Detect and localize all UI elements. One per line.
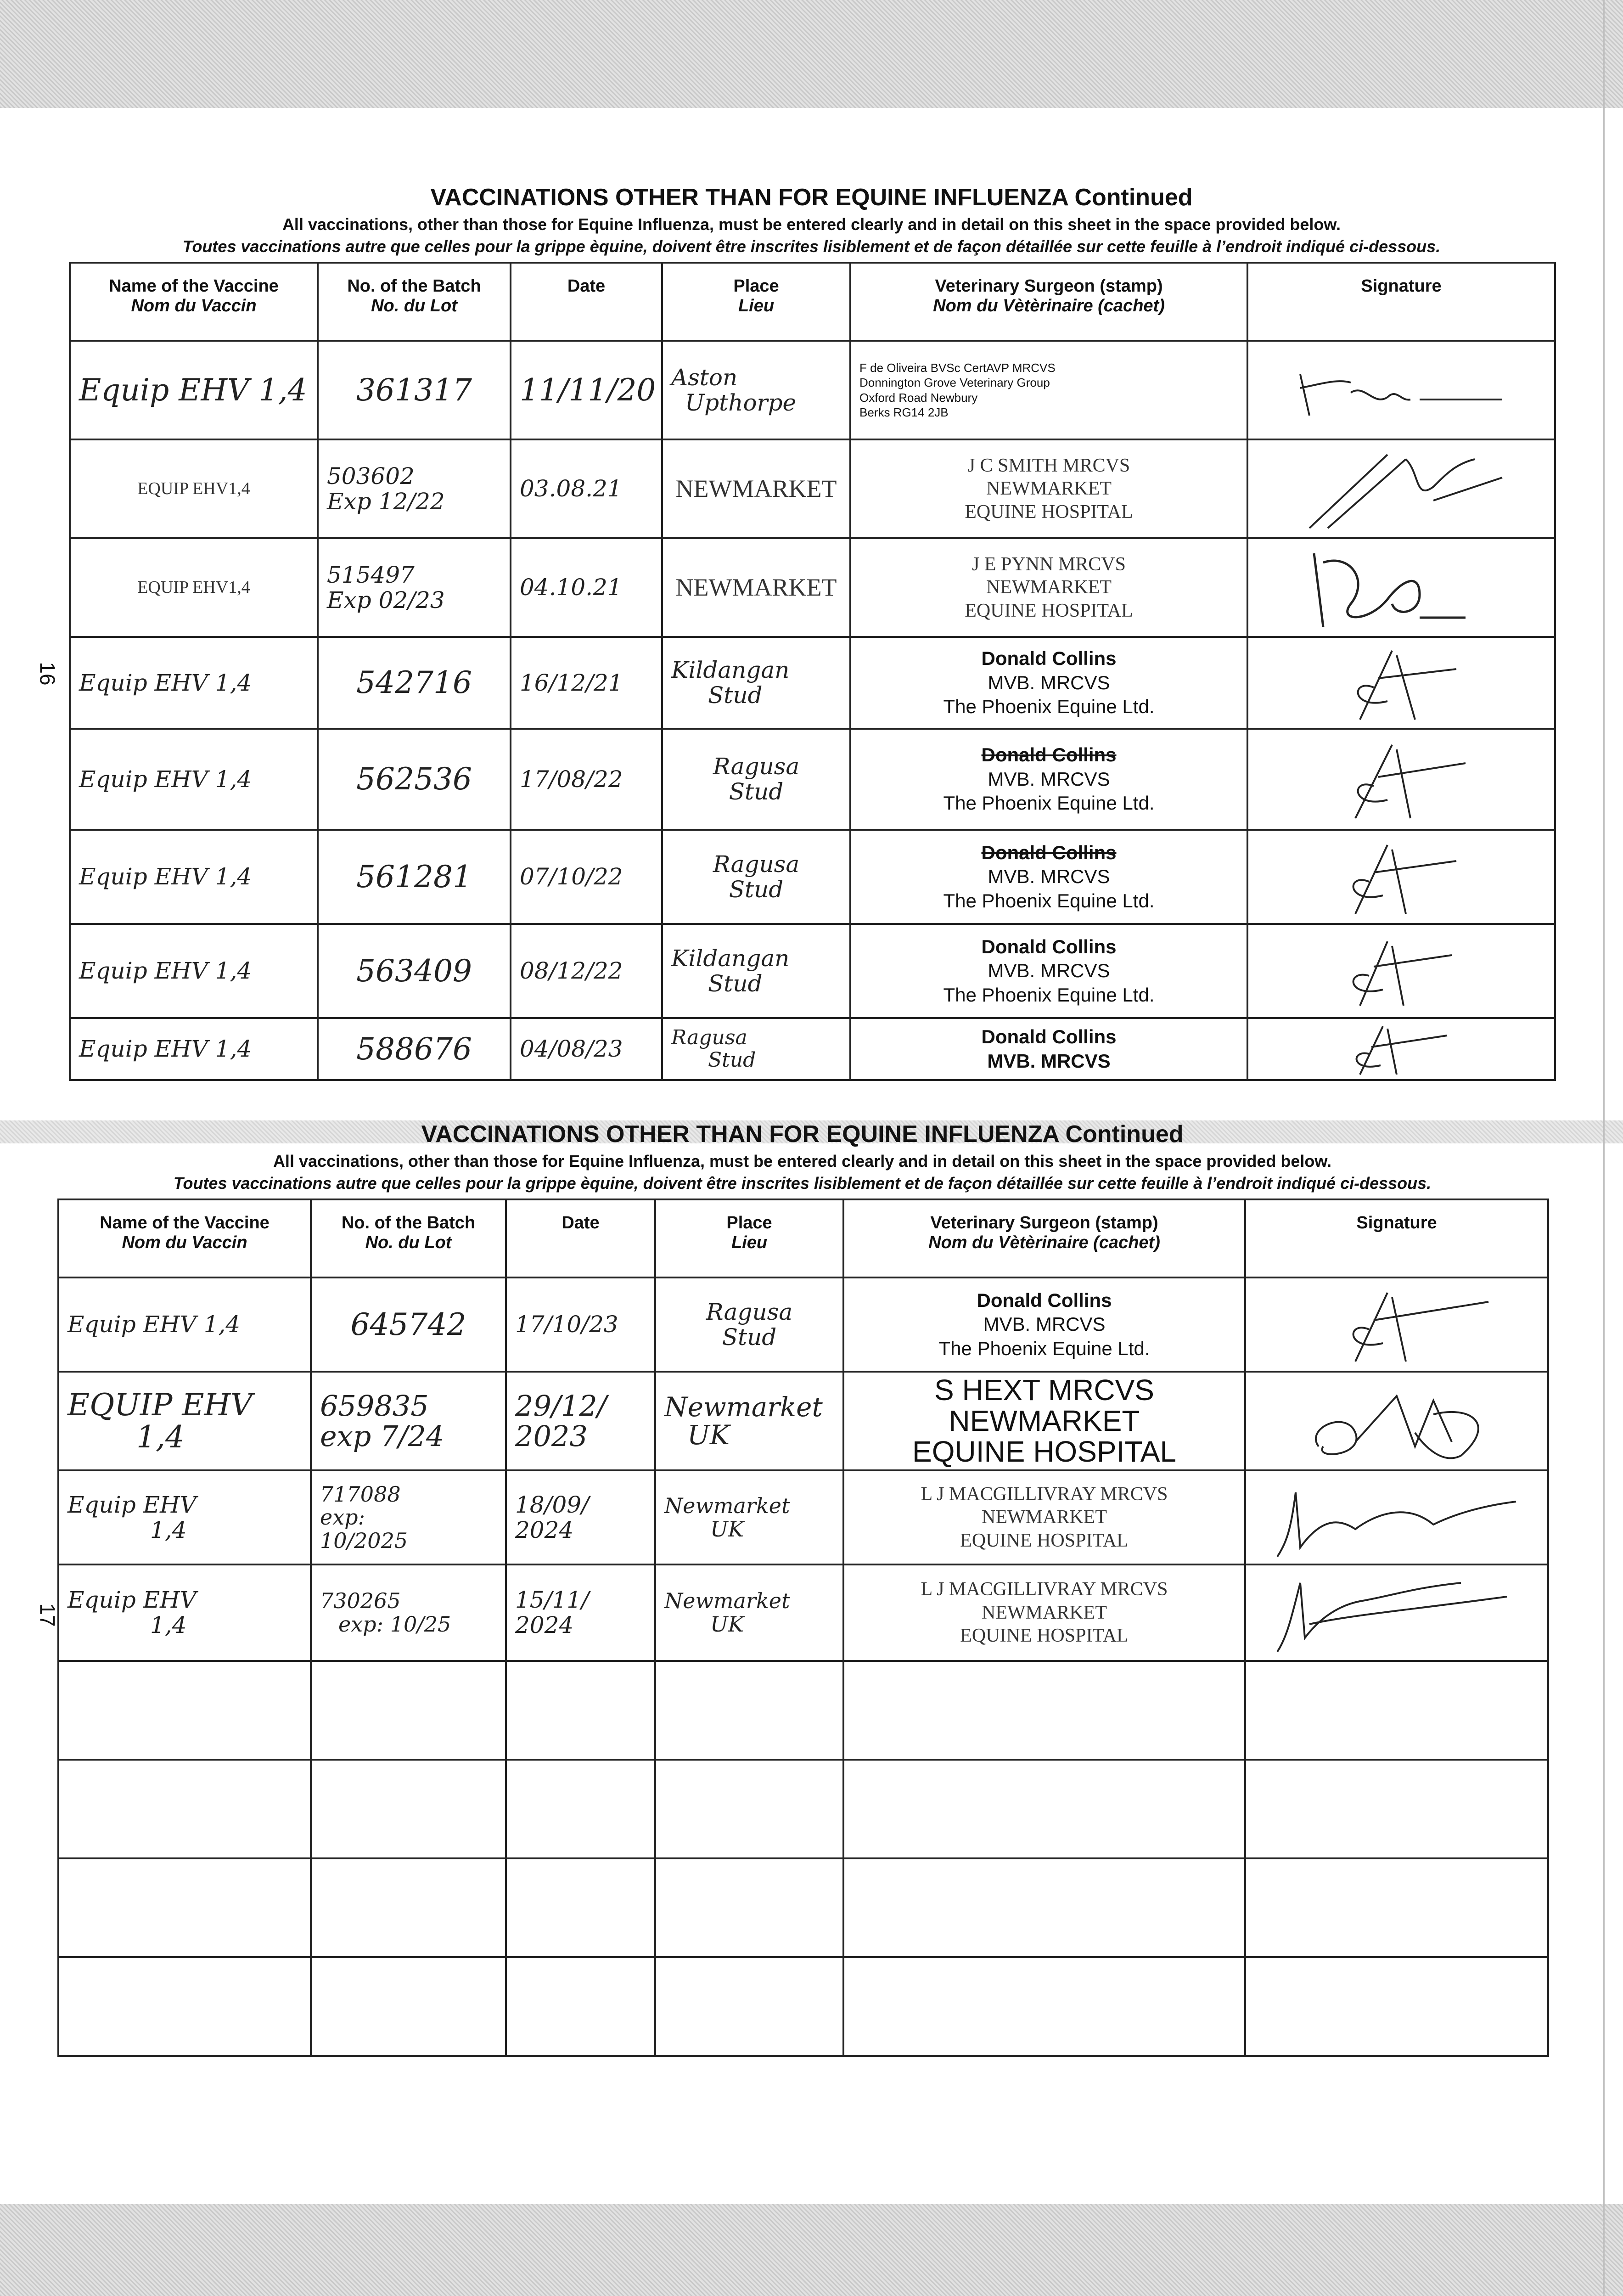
- table-row-empty: [58, 1858, 1548, 1957]
- vaccine-name: EQUIP EHV1,4: [70, 439, 318, 538]
- vaccination-table-lower: [57, 1199, 1549, 2057]
- vet-stamp: Donald Collins MVB. MRCVS The Phoenix Equine Ltd.: [850, 830, 1247, 924]
- table-row: [58, 1470, 1548, 1564]
- sheet-instructions-en: All vaccinations, other than those for Equine Influenza, must be entered clearly and in detail on this sheet in the space provided below.: [282, 215, 1341, 234]
- vaccine-name: Equip EHV 1,4: [70, 341, 318, 439]
- page-number-17: 17: [35, 1603, 60, 1627]
- vaccination-sheet-lower: [57, 1120, 1547, 2057]
- vaccination-sheet-upper: [69, 184, 1554, 1081]
- vaccine-name: Equip EHV 1,4: [70, 729, 318, 830]
- batch-number: 563409: [318, 924, 511, 1018]
- header-vet: Veterinary Surgeon (stamp) Nom du Vètèrinaire (cachet): [850, 263, 1247, 341]
- vaccine-name: Equip EHV 1,4: [70, 1018, 318, 1080]
- batch-number: 542716: [318, 637, 511, 729]
- sheet-instructions-fr: Toutes vaccinations autre que celles pour la grippe èquine, doivent être inscrites lisiblement et de façon détaillée sur cette feuille à l’endroit indiqué ci-dessous.: [173, 1174, 1432, 1193]
- vaccine-name: Equip EHV 1,4: [58, 1277, 311, 1372]
- header-signature: Signature: [1247, 263, 1555, 341]
- signature-cell: [1247, 830, 1555, 924]
- vet-stamp: Donald Collins MVB. MRCVS: [850, 1018, 1247, 1080]
- batch-number: 503602 Exp 12/22: [318, 439, 511, 538]
- vaccination-date: 29/12/ 2023: [506, 1372, 655, 1470]
- batch-number: 562536: [318, 729, 511, 830]
- vet-stamp: Donald Collins MVB. MRCVS The Phoenix Equine Ltd.: [850, 924, 1247, 1018]
- vaccine-name: Equip EHV 1,4: [58, 1564, 311, 1661]
- table-row: [58, 1372, 1548, 1470]
- vaccination-date: 18/09/ 2024: [506, 1470, 655, 1564]
- table-row: [58, 1564, 1548, 1661]
- header-vet: Veterinary Surgeon (stamp) Nom du Vètèrinaire (cachet): [843, 1199, 1245, 1277]
- table-row-empty: [58, 1661, 1548, 1760]
- handwritten-signature: [1282, 642, 1521, 724]
- table-row: [70, 729, 1555, 830]
- batch-number: 561281: [318, 830, 511, 924]
- vaccination-date: 03.08.21: [511, 439, 662, 538]
- vaccine-name: Equip EHV 1,4: [70, 637, 318, 729]
- vaccination-date: 04.10.21: [511, 538, 662, 637]
- batch-number: 717088 exp: 10/2025: [311, 1470, 506, 1564]
- sheet-instructions-en: All vaccinations, other than those for Equine Influenza, must be entered clearly and in detail on this sheet in the space provided below.: [273, 1152, 1332, 1171]
- header-vaccine: Name of the Vaccine Nom du Vaccin: [70, 263, 318, 341]
- signature-cell: [1245, 1564, 1548, 1661]
- signature-cell: [1245, 1372, 1548, 1470]
- batch-number: 730265 exp: 10/25: [311, 1564, 506, 1661]
- signature-cell: [1247, 637, 1555, 729]
- vaccination-place: Kildangan Stud: [662, 924, 850, 1018]
- handwritten-signature: [1282, 1022, 1521, 1077]
- vaccine-name: Equip EHV 1,4: [70, 830, 318, 924]
- table-row-empty: [58, 1957, 1548, 2056]
- vet-stamp: L J MACGILLIVRAY MRCVS NEWMARKET EQUINE HOSPITAL: [843, 1470, 1245, 1564]
- vaccination-date: 04/08/23: [511, 1018, 662, 1080]
- table-row: [70, 637, 1555, 729]
- batch-number: 645742: [311, 1277, 506, 1372]
- sheet-title: VACCINATIONS OTHER THAN FOR EQUINE INFLUENZA Continued: [430, 184, 1193, 211]
- table-row-empty: [58, 1760, 1548, 1858]
- vaccination-place: Ragusa Stud: [662, 729, 850, 830]
- handwritten-signature: [1282, 932, 1521, 1010]
- table-header-row: [70, 263, 1555, 341]
- vaccination-place: NEWMARKET: [662, 538, 850, 637]
- batch-number: 361317: [318, 341, 511, 439]
- vaccine-name: Equip EHV 1,4: [70, 924, 318, 1018]
- vet-stamp: Donald Collins MVB. MRCVS The Phoenix Equine Ltd.: [850, 637, 1247, 729]
- handwritten-signature: [1282, 836, 1521, 918]
- header-date: Date: [506, 1199, 655, 1277]
- handwritten-signature: [1277, 1378, 1516, 1465]
- table-row: [70, 341, 1555, 439]
- vaccine-name: EQUIP EHV 1,4: [58, 1372, 311, 1470]
- signature-cell: [1247, 538, 1555, 637]
- signature-cell: [1247, 924, 1555, 1018]
- vaccine-name: Equip EHV 1,4: [58, 1470, 311, 1564]
- header-place: Place Lieu: [655, 1199, 843, 1277]
- signature-cell: [1247, 729, 1555, 830]
- vaccination-date: 07/10/22: [511, 830, 662, 924]
- table-row: [58, 1277, 1548, 1372]
- page-number-16: 16: [35, 662, 60, 686]
- header-vaccine: Name of the Vaccine Nom du Vaccin: [58, 1199, 311, 1277]
- scan-margin-top: [0, 0, 1623, 108]
- handwritten-signature: [1282, 356, 1521, 425]
- handwritten-signature: [1282, 445, 1521, 533]
- page-edge-line: [1603, 0, 1605, 2296]
- vet-stamp: L J MACGILLIVRAY MRCVS NEWMARKET EQUINE HOSPITAL: [843, 1564, 1245, 1661]
- signature-cell: [1247, 439, 1555, 538]
- handwritten-signature: [1268, 1474, 1525, 1561]
- header-batch: No. of the Batch No. du Lot: [311, 1199, 506, 1277]
- signature-cell: [1245, 1277, 1548, 1372]
- scan-margin-bottom: [0, 2204, 1623, 2296]
- batch-number: 659835 exp 7/24: [311, 1372, 506, 1470]
- vet-stamp: J C SMITH MRCVS NEWMARKET EQUINE HOSPITAL: [850, 439, 1247, 538]
- vaccination-date: 11/11/20: [511, 341, 662, 439]
- batch-number: 588676: [318, 1018, 511, 1080]
- header-batch: No. of the Batch No. du Lot: [318, 263, 511, 341]
- vaccination-place: NEWMARKET: [662, 439, 850, 538]
- vaccination-table-upper: [69, 262, 1556, 1081]
- vet-stamp: Donald Collins MVB. MRCVS The Phoenix Equine Ltd.: [843, 1277, 1245, 1372]
- vet-stamp: J E PYNN MRCVS NEWMARKET EQUINE HOSPITAL: [850, 538, 1247, 637]
- table-header-row: [58, 1199, 1548, 1277]
- vaccination-place: Ragusa Stud: [655, 1277, 843, 1372]
- sheet-title: VACCINATIONS OTHER THAN FOR EQUINE INFLUENZA Continued: [421, 1121, 1184, 1148]
- vaccination-date: 17/08/22: [511, 729, 662, 830]
- signature-cell: [1247, 341, 1555, 439]
- handwritten-signature: [1282, 736, 1521, 823]
- table-row: [70, 924, 1555, 1018]
- handwritten-signature: [1268, 1569, 1525, 1656]
- vaccination-place: Kildangan Stud: [662, 637, 850, 729]
- vaccination-date: 15/11/ 2024: [506, 1564, 655, 1661]
- vaccination-place: Aston Upthorpe: [662, 341, 850, 439]
- handwritten-signature: [1282, 544, 1521, 631]
- signature-cell: [1247, 1018, 1555, 1080]
- table-row: [70, 830, 1555, 924]
- batch-number: 515497 Exp 02/23: [318, 538, 511, 637]
- vaccination-place: Newmarket UK: [655, 1372, 843, 1470]
- vaccination-date: 17/10/23: [506, 1277, 655, 1372]
- vaccine-name: EQUIP EHV1,4: [70, 538, 318, 637]
- table-row: [70, 538, 1555, 637]
- vet-stamp: F de Oliveira BVSc CertAVP MRCVS Donnington Grove Veterinary Group Oxford Road Newbury Berks RG14 2JB: [850, 341, 1247, 439]
- sheet-instructions-fr: Toutes vaccinations autre que celles pour la grippe èquine, doivent être inscrites lisiblement et de façon détaillée sur cette feuille à l’endroit indiqué ci-dessous.: [182, 237, 1441, 256]
- vaccination-date: 08/12/22: [511, 924, 662, 1018]
- vaccination-place: Ragusa Stud: [662, 830, 850, 924]
- vet-stamp: Donald Collins MVB. MRCVS The Phoenix Equine Ltd.: [850, 729, 1247, 830]
- vaccination-place: Newmarket UK: [655, 1564, 843, 1661]
- signature-cell: [1245, 1470, 1548, 1564]
- table-row: [70, 439, 1555, 538]
- table-row: [70, 1018, 1555, 1080]
- header-date: Date: [511, 263, 662, 341]
- vaccination-place: Ragusa Stud: [662, 1018, 850, 1080]
- vet-stamp: S HEXT MRCVS NEWMARKET EQUINE HOSPITAL: [843, 1372, 1245, 1470]
- handwritten-signature: [1277, 1283, 1516, 1366]
- header-place: Place Lieu: [662, 263, 850, 341]
- vaccination-place: Newmarket UK: [655, 1470, 843, 1564]
- header-signature: Signature: [1245, 1199, 1548, 1277]
- vaccination-date: 16/12/21: [511, 637, 662, 729]
